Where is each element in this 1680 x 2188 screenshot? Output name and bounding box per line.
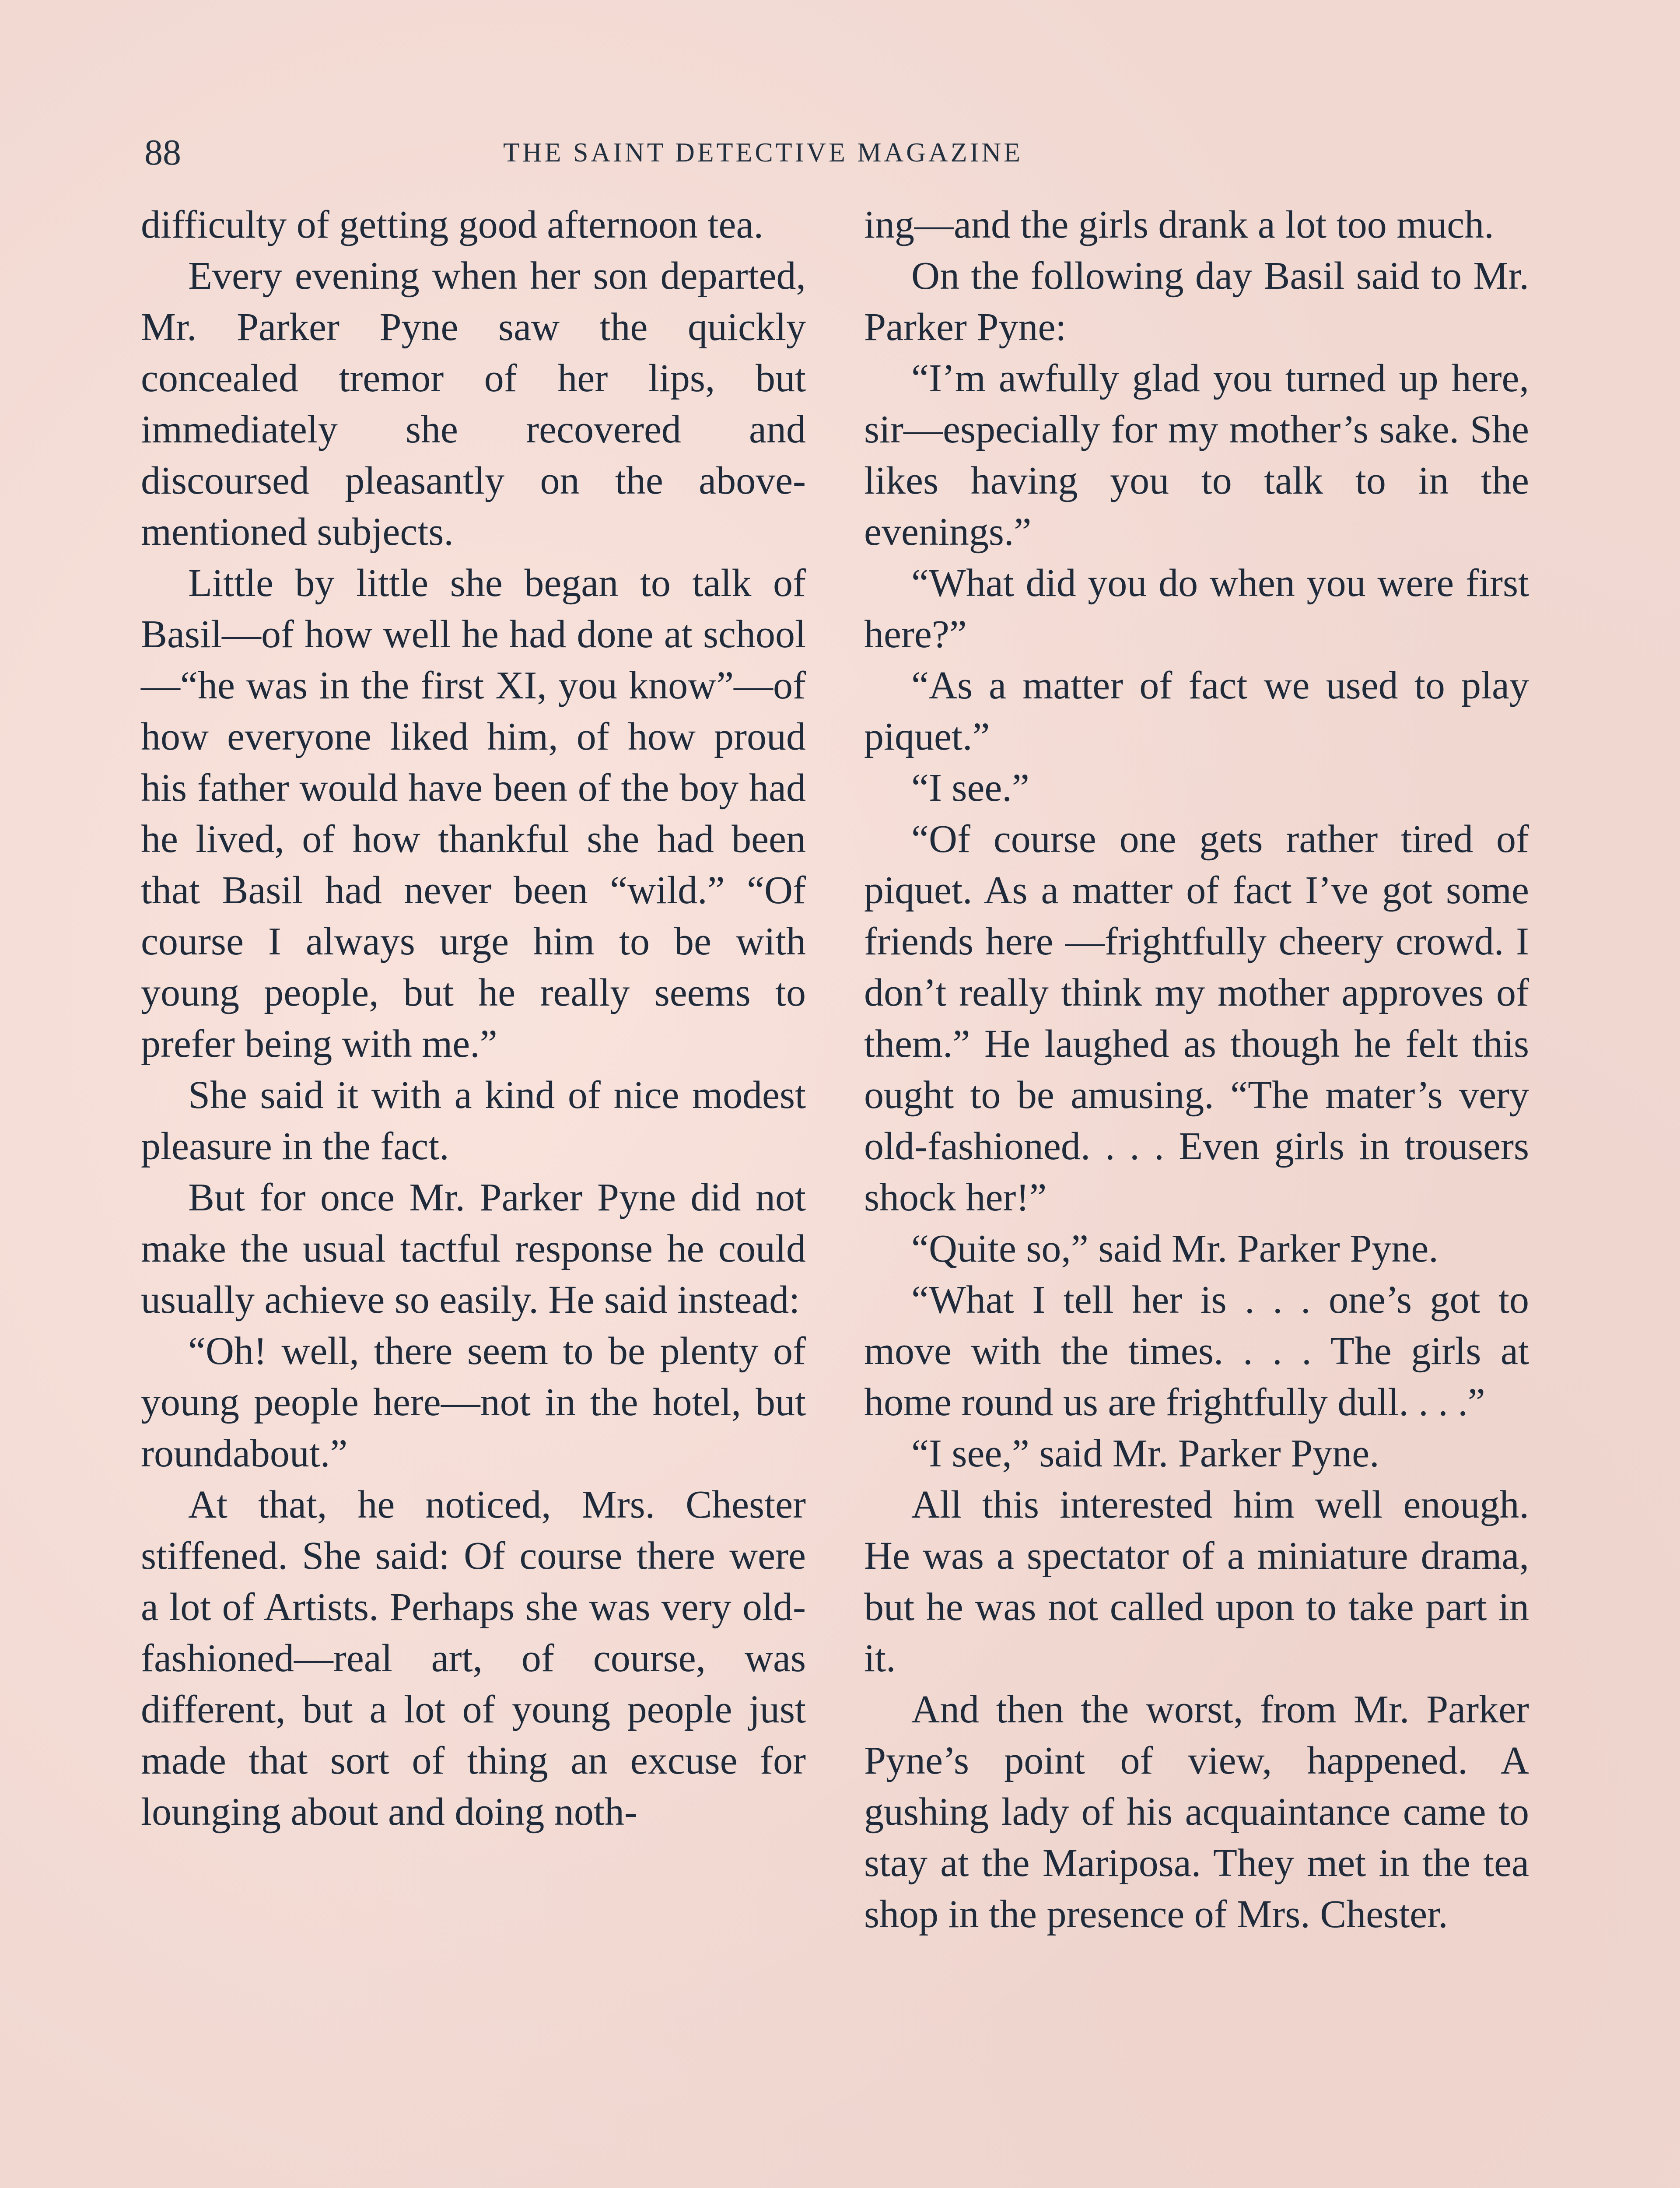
paragraph: “What did you do when you were first here?” [864,561,1529,656]
paragraph: Little by little she began to talk of Basil—of how well he had done at school—“he was in the first XI, you know”—of how everyone liked him, of how proud his father would have been of the boy had he lived, of how thankful she had been that Basil had never been “wild.” “Of course I always urge him to be with young people, but he really seems to prefer being with me.” [141,561,806,1066]
paragraph: All this interested him well enough. He was a spectator of a miniature drama, but he was not called upon to take part in it. [864,1483,1529,1680]
paragraph: “Oh! well, there seem to be plenty of young people here—not in the hotel, but roundabout.” [141,1329,806,1475]
paragraph: But for once Mr. Parker Pyne did not make the usual tactful response he could usually achieve so easily. He said instead: [141,1176,806,1322]
paragraph: “I’m awfully glad you turned up here, sir—especially for my mother’s sake. She likes having you to talk to in the evenings.” [864,357,1529,554]
paragraph: “What I tell her is . . . one’s got to move with the times. . . . The girls at home round us are frightfully dull. . . .” [864,1278,1529,1424]
running-head: THE SAINT DETECTIVE MAGAZINE [503,138,1023,168]
page-number: 88 [144,132,181,173]
paragraph: “I see,” said Mr. Parker Pyne. [911,1432,1379,1475]
paragraph: ing—and the girls drank a lot too much. [864,203,1494,246]
paragraph: “Of course one gets rather tired of piquet. As a matter of fact I’ve got some friends here —frightfully cheery crowd. I don’t really think my mother approves of them.” He laughed as though he felt this ought to be amusing. “The mater’s very old-fashioned. . . . Even girls in trousers shock her!” [864,817,1529,1219]
paragraph: And then the worst, from Mr. Parker Pyne’s point of view, happened. A gushing lady of his acquaintance came to stay at the Mariposa. They met in the tea shop in the presence of Mrs. Chester. [864,1688,1529,1936]
paragraph: Every evening when her son departed, Mr. Parker Pyne saw the quickly concealed tremor of her lips, but immediately she recovered and discoursed pleasantly on the above-mentioned subjects. [141,254,806,554]
paragraph: “Quite so,” said Mr. Parker Pyne. [911,1227,1438,1270]
page-header [144,131,1536,184]
paragraph: She said it with a kind of nice modest pleasure in the fact. [141,1073,806,1168]
paragraph: At that, he noticed, Mrs. Chester stiffened. She said: Of course there were a lot of Artists. Perhaps she was very old-fashioned—real art, of course, was different, but a lot of young people just made that sort of thing an excuse for lounging about and doing noth- [141,1483,806,1834]
right-column [864,199,1529,1940]
left-column [141,199,806,1837]
paragraph: “I see.” [911,766,1029,810]
paragraph: “As a matter of fact we used to play piquet.” [864,664,1529,758]
paragraph: difficulty of getting good afternoon tea. [141,203,763,246]
paragraph: On the following day Basil said to Mr. Parker Pyne: [864,254,1529,349]
